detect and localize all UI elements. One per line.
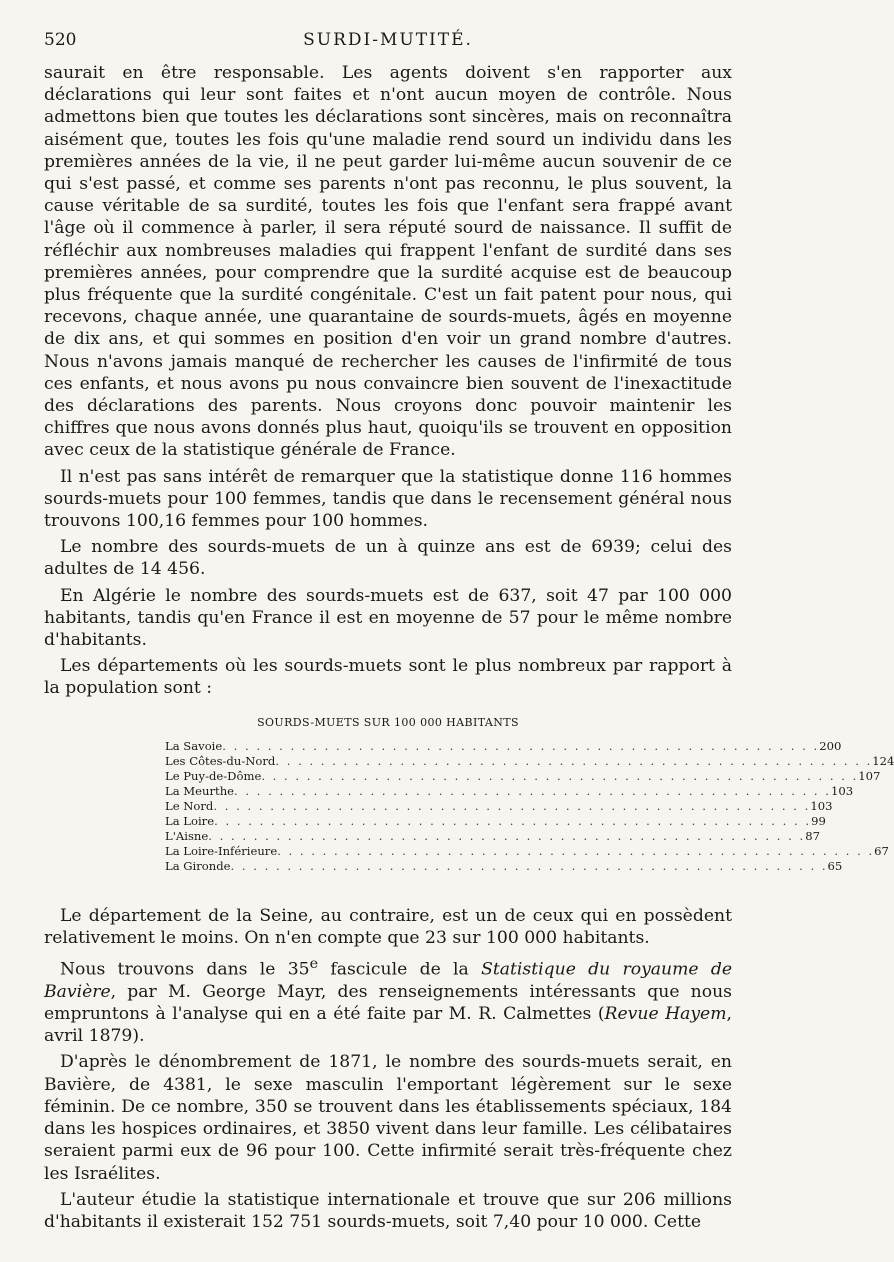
table-row [165, 814, 826, 829]
paragraph: Nous trouvons dans le 35e fascicule de la Statistique du royaume de Bavière, par M. George Mayr, des renseignements intéressants que nous empruntons à l'analyse qui en a été faite par M. R. Calmettes (Revue Hayem, avril 1879). [44, 955, 733, 1047]
department-value: 103 [810, 799, 833, 814]
page-header [44, 30, 732, 62]
table-row [165, 768, 881, 784]
table-row [165, 799, 833, 814]
paragraph: saurait en être responsable. Les agents doivent s'en rapporter aux déclarations qui leur sont faites et n'ont aucun moyen de contrôle. Nous admettons bien que toutes les déclarations sont sincères, mais on reconnaîtra aisément que, toutes les fois qu'une maladie rend sourd un individu dans les premières années de la vie, il ne peut garder lui-même aucun souvenir de ce qui s'est passé, et comme ses parents n'ont pas reconnu, le plus souvent, la cause véritable de sa surdité, toutes les fois que l'enfant sera frappé avant l'âge où il commence à parler, il sera réputé sourd de naissance. Il suffit de réfléchir aux nombreuses maladies qui frappent l'enfant de surdité dans ses premières années, pour comprendre que la surdité acquise est de beaucoup plus fréquente que la surdité congénitale. C'est un fait patent pour nous, qui recevons, chaque année, une quarantaine de sourds-muets, âgés en moyenne de dix ans, et qui sommes en position d'en voir un grand nombre d'autres. Nous n'avons jamais manqué de rechercher les causes de l'infirmité de tous ces enfants, et nous avons pu nous convaincre bien souvent de l'inexactitude des déclarations des parents. Nous croyons donc pouvoir maintenir les chiffres que nous avons donnés plus haut, quoiqu'ils se trouvent en opposition avec ceux de la statistique générale de France. [44, 63, 732, 461]
department-value: 200 [819, 738, 842, 753]
leader-dots: . . . . . . . . . . . . . . . . . . . . . . . . . . . . . . . . . . . . . . . . . . . . . . . . . . . . . [234, 783, 831, 798]
page-number: 520 [44, 30, 77, 50]
table-row [165, 738, 842, 754]
leader-dots: . . . . . . . . . . . . . . . . . . . . . . . . . . . . . . . . . . . . . . . . . . . . . . . . . . . . . [275, 753, 873, 768]
department-name: L'Aisne [165, 829, 209, 844]
leader-dots: . . . . . . . . . . . . . . . . . . . . . . . . . . . . . . . . . . . . . . . . . . . . . . . . . . . . . [230, 859, 828, 874]
superscript: e [309, 955, 319, 972]
leader-dots: . . . . . . . . . . . . . . . . . . . . . . . . . . . . . . . . . . . . . . . . . . . . . . . . . . . . . [214, 814, 812, 829]
table-row [165, 829, 820, 844]
department-name: La Savoie [165, 738, 223, 753]
table-title: SOURDS-MUETS SUR 100 000 HABITANTS [257, 715, 519, 729]
department-name: La Gironde [165, 859, 231, 874]
table-row [165, 859, 843, 874]
running-title: SURDI-MUTITÉ. [303, 30, 473, 50]
department-value: 99 [811, 814, 826, 829]
italic-title: Statistique du royaume de Bavière [44, 959, 733, 1002]
paragraph: En Algérie le nombre des sourds-muets est de 637, soit 47 par 100 000 habitants, tandis qu'en France il est en moyenne de 57 pour le même nombre d'habitants. [44, 585, 732, 651]
department-table [165, 738, 894, 875]
paragraph: Les départements où les sourds-muets sont le plus nombreux par rapport à la population sont : [44, 656, 732, 699]
department-name: Les Côtes-du-Nord [165, 753, 276, 768]
leader-dots: . . . . . . . . . . . . . . . . . . . . . . . . . . . . . . . . . . . . . . . . . . . . . . . . . . . . . [261, 768, 859, 783]
table-row [165, 753, 894, 769]
leader-dots: . . . . . . . . . . . . . . . . . . . . . . . . . . . . . . . . . . . . . . . . . . . . . . . . . . . . . [277, 844, 875, 859]
department-value: 124 [872, 753, 894, 768]
paragraph: D'après le dénombrement de 1871, le nombre des sourds-muets serait, en Bavière, de 4381, le sexe masculin l'emportant légèrement sur le sexe féminin. De ce nombre, 350 se trouvent dans les établissements spéciaux, 184 dans les hospices ordinaires, et 3850 vivent dans leur famille. Les célibataires seraient parmi eux de 96 pour 100. Cette infirmité serait très-fréquente chez les Israélites. [44, 1052, 732, 1184]
paragraph: Il n'est pas sans intérêt de remarquer que la statistique donne 116 hommes sourds-muets pour 100 femmes, tandis que dans le recensement général nous trouvons 100,16 femmes pour 100 hommes. [44, 466, 732, 532]
paragraph: Le nombre des sourds-muets de un à quinze ans est de 6939; celui des adultes de 14 456. [44, 537, 732, 580]
page [44, 30, 894, 1233]
department-value: 65 [827, 859, 843, 874]
department-value: 107 [858, 768, 881, 783]
department-name: Le Puy-de-Dôme [165, 768, 262, 783]
department-value: 103 [831, 783, 854, 798]
department-value: 67 [874, 844, 889, 859]
table-row [165, 844, 889, 859]
department-name: La Meurthe [165, 783, 235, 798]
leader-dots: . . . . . . . . . . . . . . . . . . . . . . . . . . . . . . . . . . . . . . . . . . . . . . . . . . . . . [213, 799, 811, 814]
department-value: 87 [805, 829, 820, 844]
paragraph: L'auteur étudie la statistique internationale et trouve que sur 206 millions d'habitants il existerait 152 751 sourds-muets, soit 7,40 pour 10 000. Cette [44, 1189, 732, 1232]
department-name: La Loire-Inférieure [165, 844, 278, 859]
department-name: La Loire [165, 814, 215, 829]
italic-title: Revue Hayem [604, 1004, 727, 1025]
leader-dots: . . . . . . . . . . . . . . . . . . . . . . . . . . . . . . . . . . . . . . . . . . . . . . . . . . . . . [208, 829, 806, 844]
leader-dots: . . . . . . . . . . . . . . . . . . . . . . . . . . . . . . . . . . . . . . . . . . . . . . . . . . . . . [222, 738, 820, 753]
table-row [165, 783, 854, 799]
paragraph: Le département de la Seine, au contraire, est un de ceux qui en possèdent relativement le moins. On n'en compte que 23 sur 100 000 habitants. [44, 905, 732, 948]
department-name: Le Nord [165, 799, 214, 814]
